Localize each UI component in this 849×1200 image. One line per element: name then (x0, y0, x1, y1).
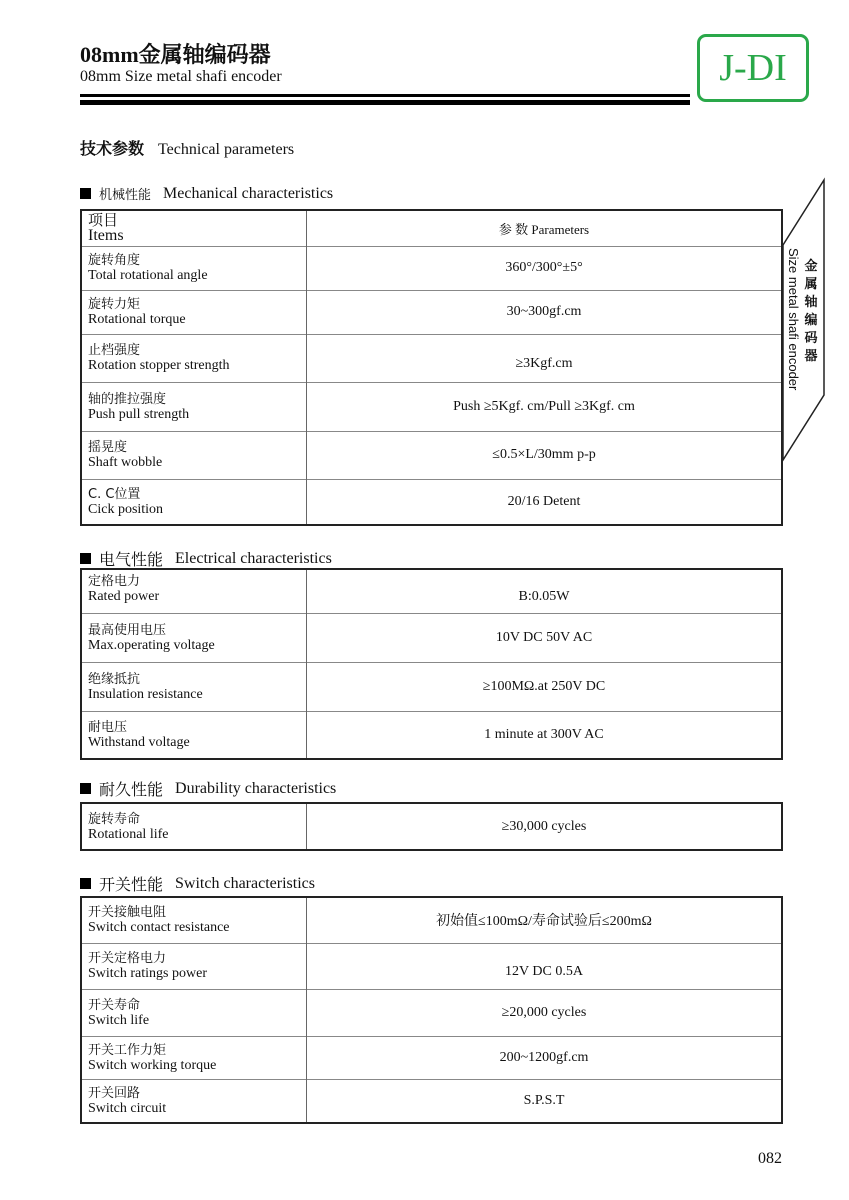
value-cell: ≤0.5×L/30mm p-p (307, 431, 783, 479)
item-cell (81, 803, 307, 850)
header-items-cn: 项目 (88, 211, 119, 230)
value-cell: 10V DC 50V AC (307, 613, 783, 662)
item-en: Rotational life (88, 826, 169, 842)
item-en: Push pull strength (88, 406, 190, 422)
item-cn: 开关接触电阻 (88, 905, 167, 921)
section-title-en: Durability characteristics (175, 779, 337, 797)
electrical-table (80, 568, 783, 760)
item-cell (81, 613, 307, 662)
item-cn: 耐电压 (88, 719, 128, 735)
table-row (81, 290, 782, 334)
bullet-square-icon (80, 188, 91, 199)
section-title-cn: 耐久性能 (99, 780, 164, 799)
value-cell: 初始值≤100mΩ/寿命试验后≤200mΩ (436, 914, 652, 930)
item-cell (81, 897, 307, 943)
table-row (81, 662, 782, 711)
item-cell (81, 431, 307, 479)
item-cell (81, 989, 307, 1036)
bullet-square-icon (80, 783, 91, 794)
section-title-en: Switch characteristics (175, 874, 315, 892)
item-cell (81, 334, 307, 382)
item-cell (81, 479, 307, 525)
item-cell (81, 662, 307, 711)
bullet-square-icon (80, 553, 91, 564)
item-cn: 开关回路 (88, 1085, 141, 1101)
item-en: Rotational torque (88, 312, 186, 327)
header-parameters-cell: 参 数 Parameters (498, 221, 590, 237)
table-row (81, 1079, 782, 1123)
table-row (81, 246, 782, 290)
side-tab-text-en: Size metal shafi encoder (786, 248, 801, 391)
table-row (81, 943, 782, 989)
value-cell: S.P.S.T (307, 1079, 783, 1123)
table-row (81, 431, 782, 479)
section-title-cn: 机械性能 (99, 188, 152, 203)
item-en: Withstand voltage (88, 734, 190, 750)
page-title-cn: 08mm金属轴编码器 (80, 42, 271, 67)
item-en: Switch ratings power (88, 966, 207, 981)
table-header-row (81, 210, 782, 246)
item-en: Rotation stopper strength (88, 358, 230, 373)
table-row (81, 382, 782, 431)
item-cn: C. C位置 (88, 486, 141, 502)
item-en: Rated power (88, 589, 160, 604)
item-cn: 最高使用电压 (88, 622, 167, 638)
item-cn: 定格电力 (88, 574, 141, 589)
page-number: 082 (758, 1150, 782, 1167)
item-cn: 开关工作力矩 (88, 1042, 167, 1058)
table-row (81, 334, 782, 382)
item-en: Switch life (88, 1012, 150, 1028)
brand-logo-text: J-DI (719, 47, 787, 89)
value-cell: ≥30,000 cycles (501, 818, 587, 834)
item-en: Max.operating voltage (88, 637, 215, 653)
technical-title-cn: 技术参数 (80, 141, 145, 158)
item-cn: 开关定格电力 (88, 951, 167, 966)
mechanical-table (80, 209, 783, 526)
section-title-en: Electrical characteristics (175, 549, 332, 567)
item-cn: 旋转力矩 (88, 297, 141, 312)
table-row (81, 1036, 782, 1079)
header-items-cell (81, 210, 307, 246)
item-cell (81, 1036, 307, 1079)
item-cn: 开关寿命 (88, 997, 141, 1013)
durability-table (80, 802, 783, 851)
item-cn: 绝缘抵抗 (88, 671, 141, 687)
value-cell: 1 minute at 300V AC (307, 711, 783, 759)
value-cell: 12V DC 0.5A (307, 943, 783, 989)
item-cn: 止档强度 (88, 343, 141, 358)
item-cell (81, 246, 307, 290)
item-en: Insulation resistance (88, 686, 203, 702)
item-en: Switch circuit (88, 1100, 167, 1116)
bullet-square-icon (80, 878, 91, 889)
table-row (81, 479, 782, 525)
value-cell: 30~300gf.cm (307, 290, 783, 334)
item-cn: 旋转寿命 (88, 811, 141, 827)
item-en: Shaft wobble (88, 455, 163, 470)
value-cell: B:0.05W (518, 589, 570, 605)
switch-table (80, 896, 783, 1124)
section-electrical-title (80, 547, 332, 570)
item-cell (81, 1079, 307, 1123)
item-en: Switch working torque (88, 1057, 217, 1073)
value-cell: 20/16 Detent (307, 479, 783, 525)
section-title-cn: 电气性能 (99, 550, 164, 569)
value-cell: ≥100MΩ.at 250V DC (307, 662, 783, 711)
table-row (81, 569, 782, 613)
item-cn: 摇晃度 (88, 440, 128, 455)
table-row (81, 613, 782, 662)
section-mechanical-title (80, 184, 333, 203)
item-cell (81, 569, 307, 613)
item-cell (81, 290, 307, 334)
item-en: Cick position (88, 501, 164, 517)
item-cn: 旋转角度 (88, 253, 141, 268)
item-en: Switch contact resistance (88, 920, 230, 936)
table-row (81, 711, 782, 759)
item-cell (81, 711, 307, 759)
table-row (81, 989, 782, 1036)
section-title-en: Mechanical characteristics (163, 184, 334, 202)
item-cell (81, 943, 307, 989)
section-switch-title (80, 872, 315, 895)
item-cn: 轴的推拉强度 (88, 391, 167, 407)
page-title-en: 08mm Size metal shafi encoder (80, 68, 282, 85)
item-cell (81, 382, 307, 431)
value-cell: ≥20,000 cycles (307, 989, 783, 1036)
technical-title-en: Technical parameters (158, 141, 295, 158)
value-cell: Push ≥5Kgf. cm/Pull ≥3Kgf. cm (307, 382, 783, 431)
section-durability-title (80, 777, 336, 800)
table-row (81, 803, 782, 850)
value-cell: 360°/300°±5° (307, 246, 783, 290)
table-row (81, 897, 782, 943)
value-cell: ≥3Kgf.cm (307, 334, 783, 382)
value-cell: 200~1200gf.cm (307, 1036, 783, 1079)
section-title-cn: 开关性能 (99, 875, 164, 894)
side-tab-text-cn: 金 属 轴 编 码 器 (804, 259, 818, 364)
item-en: Total rotational angle (88, 268, 208, 283)
header-items-en: Items (88, 227, 124, 245)
